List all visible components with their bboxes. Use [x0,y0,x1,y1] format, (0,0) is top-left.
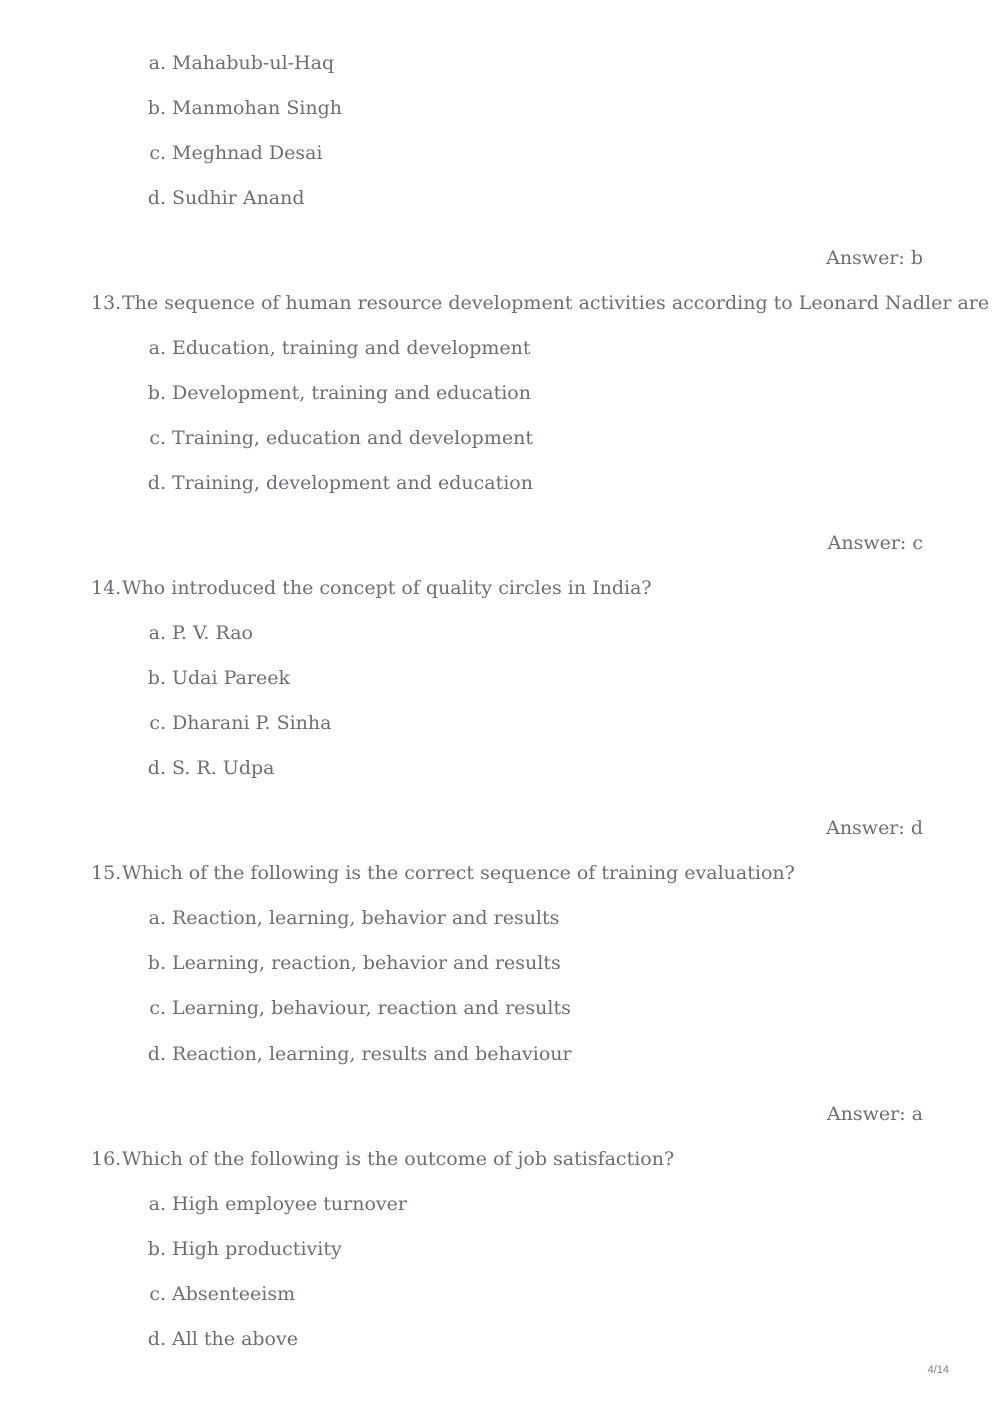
option-text: Learning, reaction, behavior and results [172,952,561,974]
option-text: High employee turnover [172,1193,407,1215]
option-letter: b. [147,382,166,404]
answer-13: Answer: c [827,532,923,554]
option-letter: a. [148,337,166,359]
option-text: Reaction, learning, results and behaviour [172,1043,572,1065]
option-letter: a. [148,907,166,929]
option-letter: d. [147,472,166,494]
option-text: Education, training and development [172,337,531,359]
option-letter: b. [147,667,166,689]
option-text: Training, education and development [172,427,533,449]
option-text: Sudhir Anand [172,187,305,209]
question-text-14: Who introduced the concept of quality circles in India? [122,577,652,599]
option-text: Meghnad Desai [172,142,323,164]
option-text: Udai Pareek [172,667,290,689]
option-letter: b. [147,952,166,974]
option-letter: c. [149,1283,166,1305]
question-number-15: 15. [91,862,122,884]
option-text: All the above [172,1328,298,1350]
option-letter: c. [149,997,166,1019]
question-number-14: 14. [91,577,122,599]
question-number-16: 16. [91,1148,122,1170]
option-letter: d. [147,187,166,209]
option-text: Training, development and education [172,472,533,494]
question-number-13: 13. [91,292,122,314]
answer-12: Answer: b [826,247,923,269]
question-text-13: The sequence of human resource development activities according to Leonard Nadler are [122,292,990,314]
option-letter: d. [147,1328,166,1350]
option-letter: b. [147,1238,166,1260]
option-letter: c. [149,427,166,449]
question-text-16: Which of the following is the outcome of job satisfaction? [122,1148,675,1170]
option-text: S. R. Udpa [172,757,275,779]
option-text: Mahabub-ul-Haq [172,52,335,74]
option-text: P. V. Rao [172,622,254,644]
option-text: High productivity [172,1238,342,1260]
option-text: Absenteeism [172,1283,296,1305]
option-letter: c. [149,142,166,164]
option-text: Learning, behaviour, reaction and results [172,997,571,1019]
option-text: Reaction, learning, behavior and results [172,907,560,929]
answer-15: Answer: a [826,1103,923,1125]
option-letter: d. [147,757,166,779]
question-text-15: Which of the following is the correct sequence of training evaluation? [122,862,795,884]
option-text: Dharani P. Sinha [172,712,332,734]
option-letter: c. [149,712,166,734]
option-letter: d. [147,1043,166,1065]
answer-14: Answer: d [826,817,923,839]
option-text: Manmohan Singh [172,97,343,119]
option-letter: b. [147,97,166,119]
option-letter: a. [148,1193,166,1215]
option-text: Development, training and education [172,382,531,404]
option-letter: a. [148,622,166,644]
page-number: 4/14 [927,1364,949,1376]
option-letter: a. [148,52,166,74]
